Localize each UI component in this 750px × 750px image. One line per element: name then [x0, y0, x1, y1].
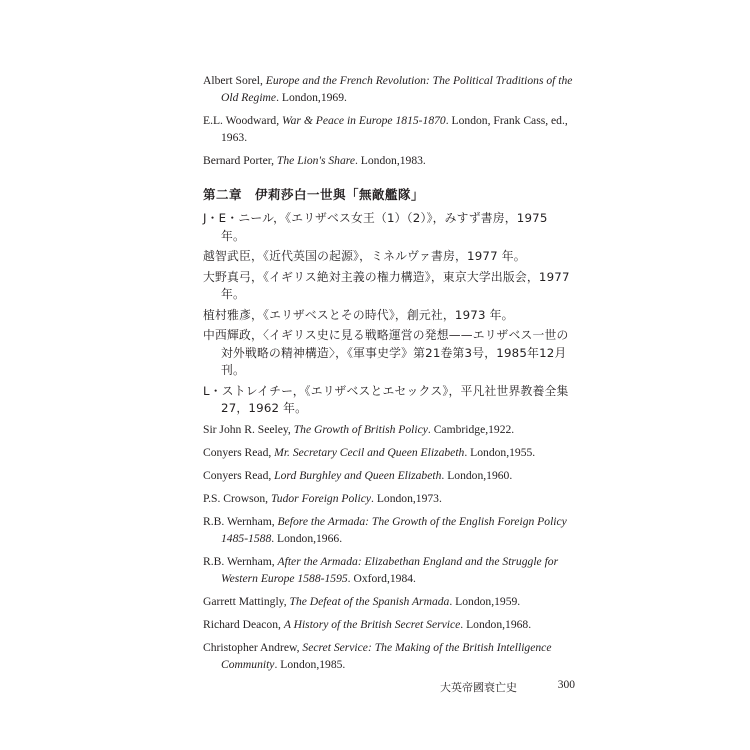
bibliography-entry: Conyers Read, Lord Burghley and Queen Elizabeth. London,1960. — [203, 468, 513, 482]
page-footer — [440, 679, 575, 695]
bibliography-entry-japanese: J・E・ニール，《エリザベス女王（1）（2）》，みすず書房，1975 年。 — [203, 211, 548, 243]
bibliography-entry-japanese: 大野真弓，《イギリス絶対主義の権力構造》，東京大学出版会，1977 年。 — [203, 269, 570, 301]
bibliography-entry: R.B. Wernham, After the Armada: Elizabethan England and the Struggle for Western Europe 1588-1595. Oxford,1984. — [203, 554, 559, 585]
running-title: 大英帝國衰亡史 — [440, 681, 517, 694]
bibliography — [203, 72, 575, 679]
bibliography-entry: E.L. Woodward, War & Peace in Europe 1815-1870. London, Frank Cass, ed., 1963. — [203, 114, 568, 144]
bibliography-entry: Bernard Porter, The Lion's Share. London,1983. — [203, 154, 426, 167]
bibliography-entry: Christopher Andrew, Secret Service: The Making of the British Intelligence Community. London,1985. — [203, 640, 552, 671]
bibliography-entry-japanese: L・ストレイチー，《エリザベスとエセックス》，平凡社世界教養全集 27，1962 年。 — [203, 383, 569, 415]
bibliography-entry-japanese: 越智武臣，《近代英国の起源》，ミネルヴァ書房，1977 年。 — [203, 249, 526, 263]
bibliography-entry: Garrett Mattingly, The Defeat of the Spanish Armada. London,1959. — [203, 594, 521, 608]
bibliography-entry: P.S. Crowson, Tudor Foreign Policy. London,1973. — [203, 491, 442, 505]
bibliography-entry: Albert Sorel, Europe and the French Revolution: The Political Traditions of the Old Regime. London,1969. — [203, 74, 573, 104]
bibliography-entry: Richard Deacon, A History of the British Secret Service. London,1968. — [203, 617, 532, 631]
bibliography-entry: Sir John R. Seeley, The Growth of British Policy. Cambridge,1922. — [203, 422, 515, 436]
bibliography-entry: Conyers Read, Mr. Secretary Cecil and Queen Elizabeth. London,1955. — [203, 445, 536, 459]
bibliography-entry: R.B. Wernham, Before the Armada: The Growth of the English Foreign Policy 1485-1588. London,1966. — [203, 514, 567, 545]
page-number: 300 — [557, 679, 575, 691]
section-heading: 第二章 伊莉莎白一世與「無敵艦隊」 — [203, 187, 425, 202]
bibliography-entry-japanese: 植村雅彥，《エリザベスとその時代》，創元社，1973 年。 — [203, 307, 514, 322]
bibliography-entry-japanese: 中西輝政，〈イギリス史に見る戦略運営の発想——エリザベス一世の対外戦略の精神構造〉，《軍事史学》第21卷第3号，1985年12月刊。 — [203, 328, 569, 377]
